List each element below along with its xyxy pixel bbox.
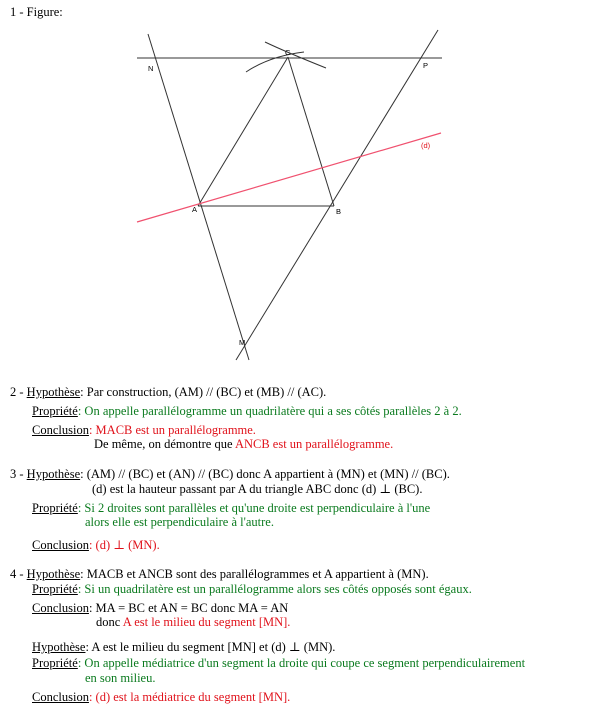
- label-c: C: [285, 48, 291, 57]
- section-4-concl2-label: Conclusion: [32, 690, 89, 704]
- label-p: P: [423, 61, 429, 70]
- section-4-prop2-text: : On appelle médiatrice d'un segment la droite qui coupe ce segment perpendiculairement: [77, 656, 526, 670]
- section-3-hyp-label: Hypothèse: [26, 467, 81, 481]
- section-4-prop2-label: Propriété: [32, 656, 78, 670]
- section-4-hyp2-label: Hypothèse: [32, 640, 86, 654]
- section-2-concl2-a: De même, on démontre que: [94, 437, 235, 451]
- section-2-concl2-b: ANCB est un parallélogramme.: [234, 437, 394, 451]
- label-b: B: [336, 207, 342, 216]
- section-3-number: 3 -: [10, 467, 27, 481]
- section-3-concl-label: Conclusion: [32, 538, 89, 552]
- section-4-concl2-text: : (d) est la médiatrice du segment [MN].: [88, 690, 291, 704]
- section-4-conclusion-line2: [96, 615, 290, 630]
- label-a: A: [192, 205, 198, 214]
- section-4-concl-label: Conclusion: [32, 601, 89, 615]
- section-3-concl-text: : (d) ⊥ (MN).: [88, 538, 160, 552]
- section-2-hyp-label: Hypothèse: [26, 385, 81, 399]
- section-4-conclusion-2: [32, 690, 290, 705]
- section-3-prop-text: : Si 2 droites sont parallèles et qu'une droite est perpendiculaire à l'une: [77, 501, 431, 515]
- segment-bc: [288, 57, 334, 206]
- section-4-property-2: [32, 656, 525, 671]
- section-4-conclusion: [32, 601, 288, 616]
- label-m: M: [239, 338, 246, 347]
- section-4-concl2-b: A est le milieu du segment [MN].: [122, 615, 291, 629]
- section-4-number: 4 -: [10, 567, 27, 581]
- section-3-hypothesis-line2: (d) est la hauteur passant par A du triangle ABC donc (d) ⊥ (BC).: [92, 482, 423, 496]
- section-4-concl2-a: donc: [96, 615, 123, 629]
- section-4-property-2-line2: en son milieu.: [85, 671, 156, 685]
- section-3-prop-label: Propriété: [32, 501, 78, 515]
- compass-arc-2: [265, 42, 326, 68]
- label-n: N: [148, 64, 154, 73]
- section-3-property-line2: alors elle est perpendiculaire à l'autre.: [85, 515, 274, 529]
- section-1-title: 1 - Figure:: [10, 5, 63, 19]
- section-4-prop-label: Propriété: [32, 582, 78, 596]
- section-4-hypothesis: [10, 567, 429, 582]
- section-2-concl-text: : MACB est un parallélogramme.: [88, 423, 256, 437]
- section-4-concl-text: : MA = BC et AN = BC donc MA = AN: [88, 601, 289, 615]
- section-3-conclusion: [32, 538, 160, 553]
- label-d: (d): [421, 141, 431, 150]
- section-2-conclusion: [32, 423, 256, 438]
- section-4-hypothesis-2: [32, 640, 335, 655]
- section-3-hypothesis: [10, 467, 450, 482]
- section-2-hypothesis: [10, 385, 326, 400]
- section-2-number: 2 -: [10, 385, 27, 399]
- section-2-hyp-text: : Par construction, (AM) // (BC) et (MB) // (AC).: [80, 385, 327, 399]
- line-mn: [148, 34, 249, 360]
- section-3-hyp-text: : (AM) // (BC) et (AN) // (BC) donc A appartient à (MN) et (MN) // (BC).: [80, 467, 450, 481]
- section-4-hyp-label: Hypothèse: [26, 567, 81, 581]
- section-2-prop-text: : On appelle parallélogramme un quadrilatère qui a ses côtés parallèles 2 à 2.: [77, 404, 462, 418]
- segment-ac: [198, 57, 288, 206]
- section-2-concl-label: Conclusion: [32, 423, 89, 437]
- section-4-prop-text: : Si un quadrilatère est un parallélogramme alors ses côtés opposés sont égaux.: [77, 582, 472, 596]
- section-2-conclusion-line2: [94, 437, 393, 452]
- section-2-prop-label: Propriété: [32, 404, 78, 418]
- line-mp: [236, 30, 438, 360]
- section-4-hyp-text: : MACB et ANCB sont des parallélogrammes et A appartient à (MN).: [80, 567, 429, 581]
- section-2-property: [32, 404, 462, 419]
- section-3-property: [32, 501, 430, 516]
- section-4-property: [32, 582, 472, 597]
- section-4-hyp2-text: : A est le milieu du segment [MN] et (d) ⊥ (MN).: [85, 640, 336, 654]
